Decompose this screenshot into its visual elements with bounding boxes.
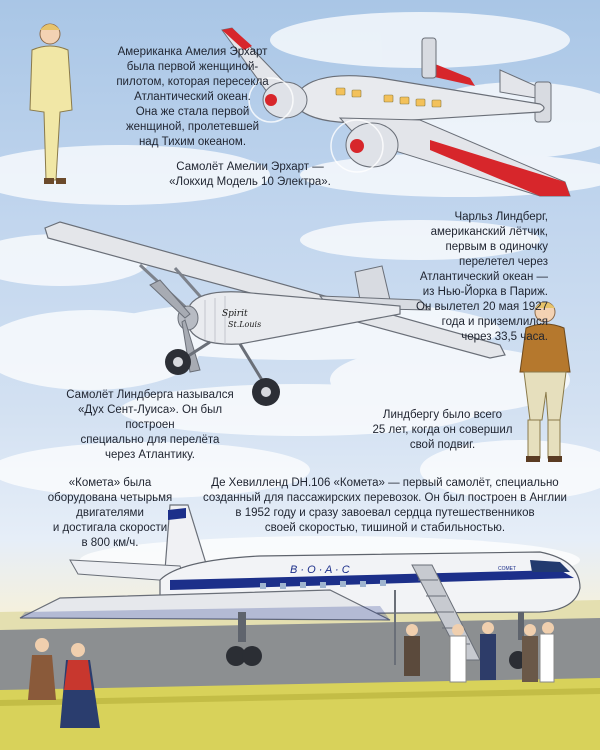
comet-nose-lettering: COMET <box>498 566 517 572</box>
comet-description-caption: Де Хевилленд DH.106 «Комета» — первый самолёт, специально созданный для пассажирских перевозок. Он был построен в Англии в 1952 году и сразу завоевал сердца путешественников своей скоростью, тишиной и стабильностью. <box>203 477 567 534</box>
electra-caption: Самолёт Амелии Эрхарт — «Локхид Модель 10 Электра». <box>169 161 331 188</box>
lindbergh-biography-caption: Чарльз Линдберг, американский лётчик, первым в одиночку перелетел через Атлантический океан — из Нью-Йорка в Париж. Он вылетел 20 мая 1927 года и приземлился через 33,5 часа. <box>416 211 548 343</box>
bystanders-left <box>28 638 100 728</box>
lindbergh-age-caption: Линдбергу было всего 25 лет, когда он совершил свой подвиг. <box>372 409 513 451</box>
spirit-of-st-louis-caption: Самолёт Линдберга назывался «Дух Сент-Луиса». Он был построен специально для перелёта через Атлантику. <box>66 389 234 461</box>
boac-fuselage-lettering: B · O · A · C <box>290 564 350 576</box>
spirit-nose-lettering-2: St.Louis <box>228 320 262 329</box>
amelia-earhart-figure <box>30 24 72 184</box>
comet-engines-caption: «Комета» была оборудована четырьмя двигателями и достигала скорости в 800 км/ч. <box>47 477 173 549</box>
spirit-nose-lettering: Spirit <box>222 309 248 319</box>
earhart-biography-caption: Американка Амелия Эрхарт была первой женщиной- пилотом, которая пересекла Атлантический океан. Она же стала первой женщиной, пролетевшей над Тихим океаном. <box>116 46 269 148</box>
passengers-right <box>404 622 554 682</box>
